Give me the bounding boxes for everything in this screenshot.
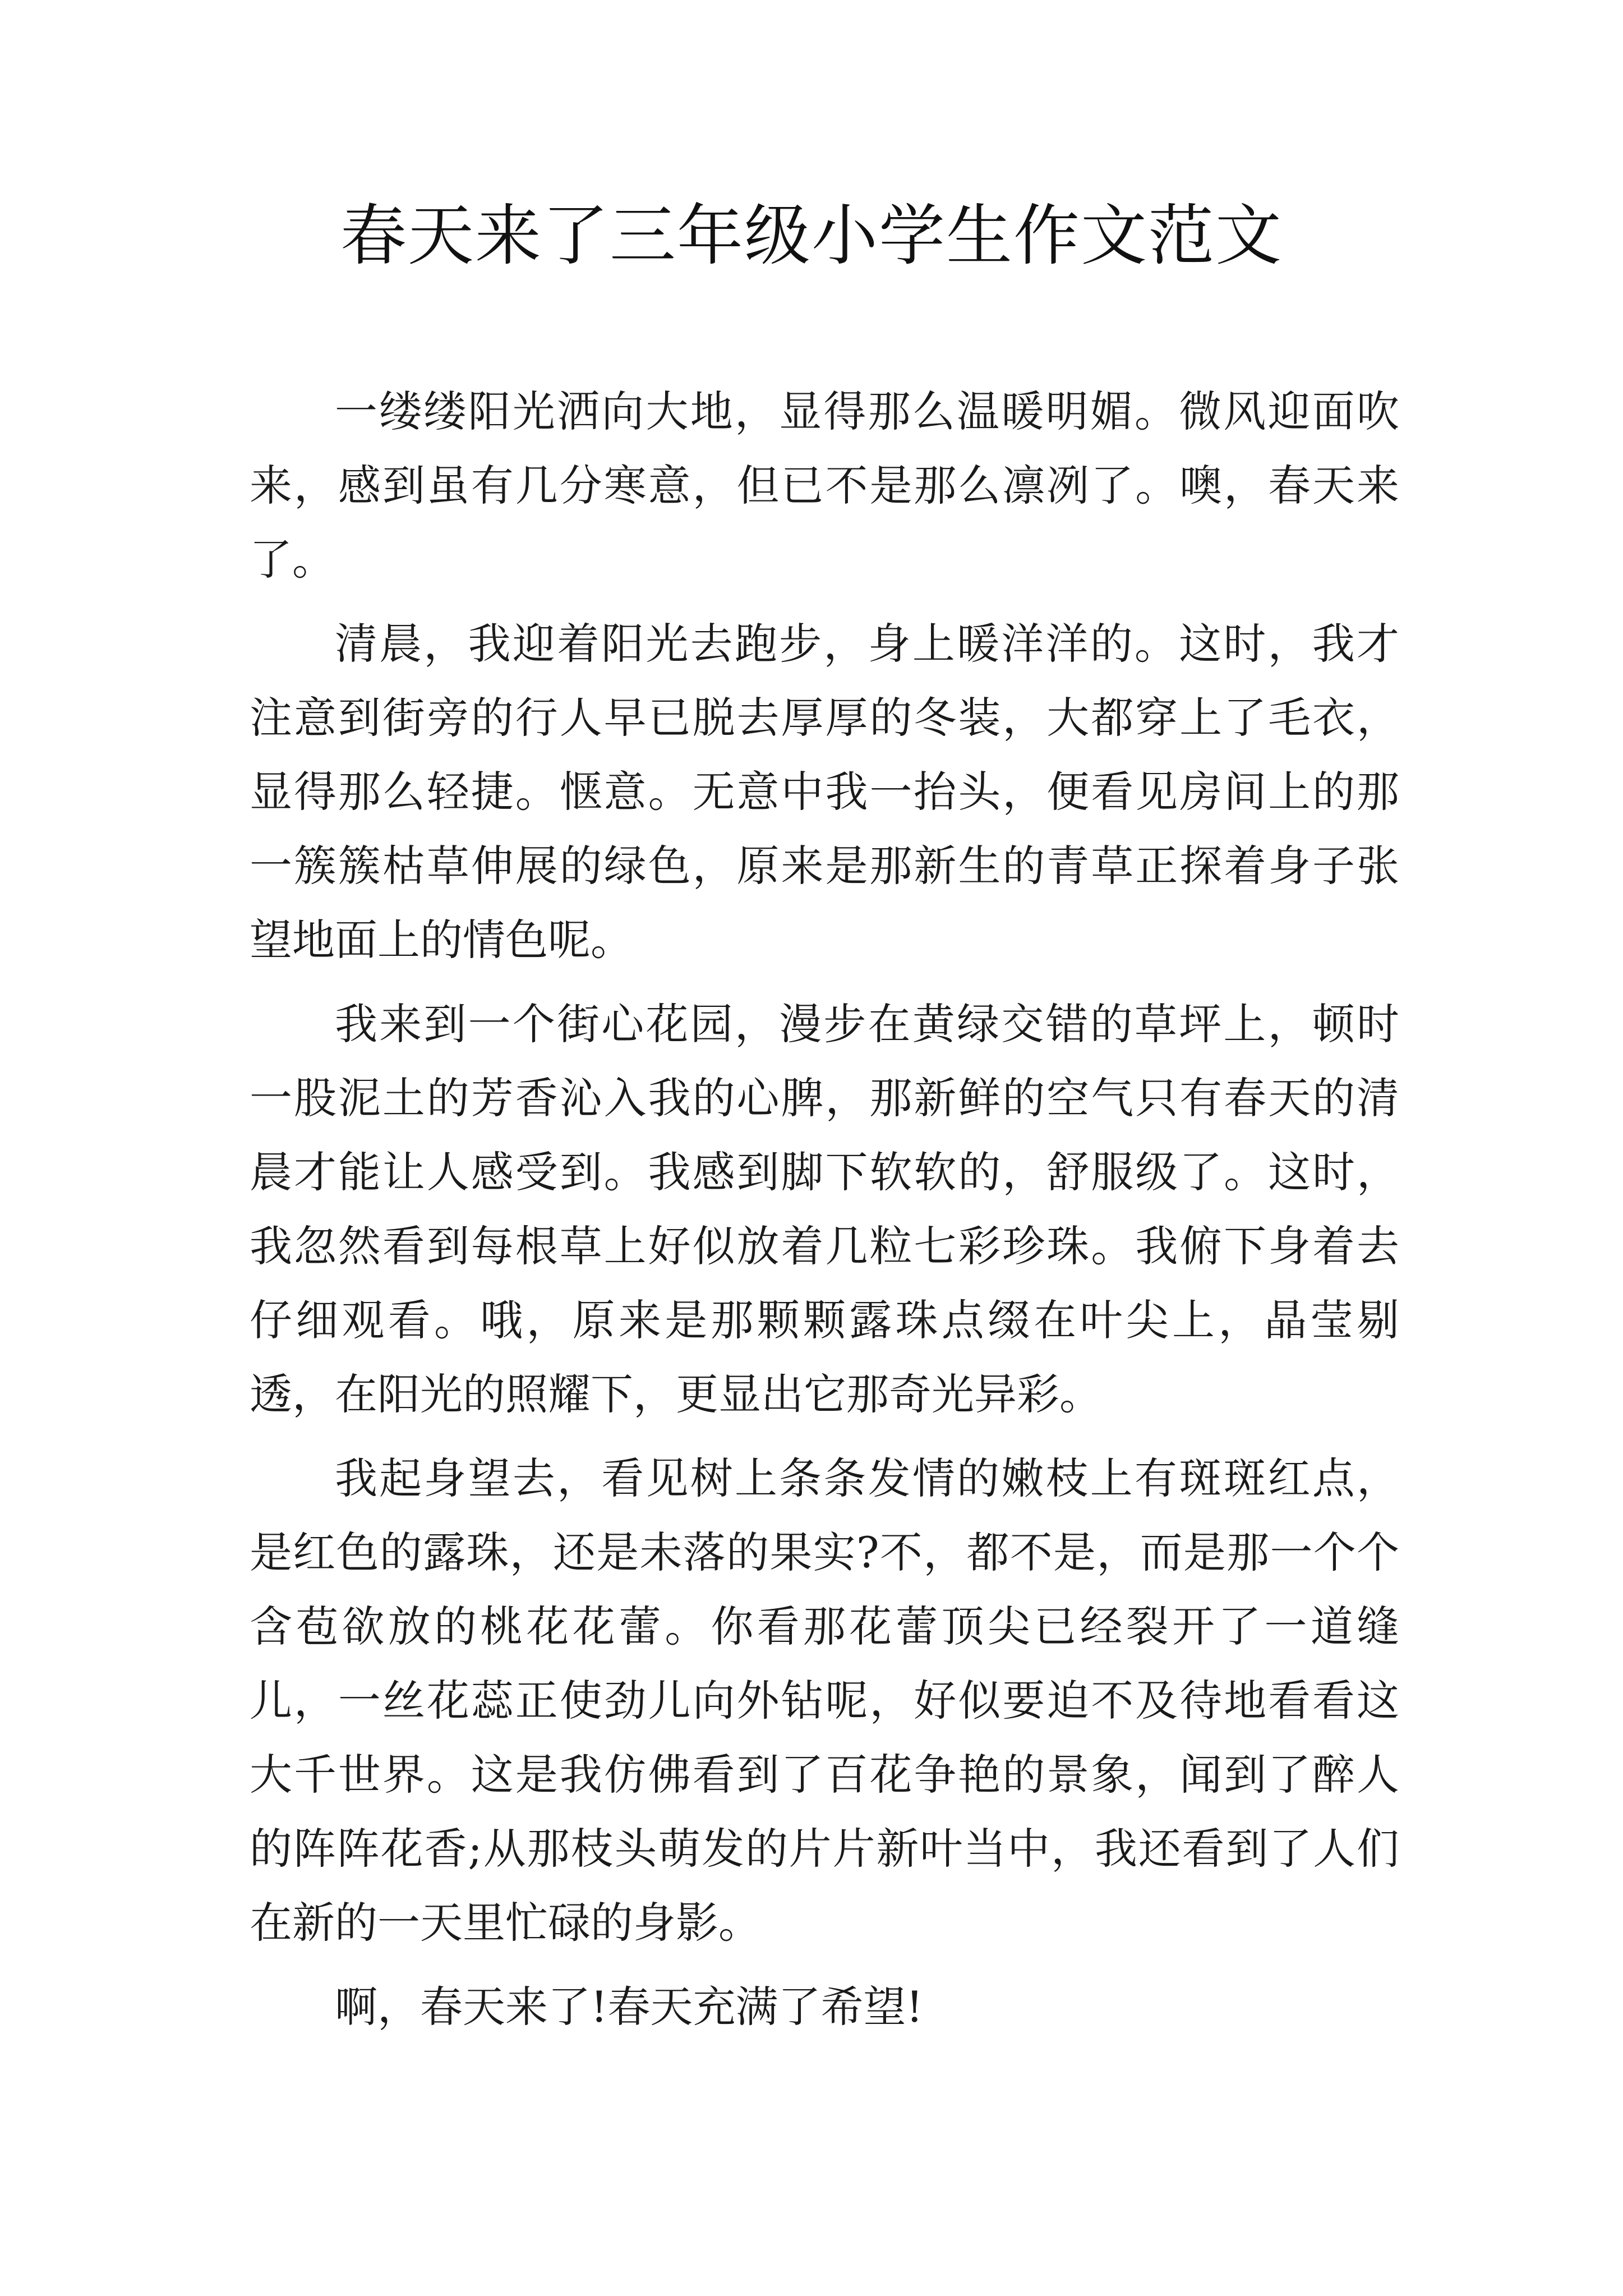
paragraph: 一缕缕阳光洒向大地，显得那么温暖明媚。微风迎面吹来，感到虽有几分寒意，但已不是那么凛冽了。噢，春天来了。 <box>250 386 1399 585</box>
document-title: 春天来了三年级小学生作文范文 <box>340 197 1283 274</box>
document-body <box>250 375 1399 2054</box>
paragraph: 啊，春天来了!春天充满了希望! <box>335 1982 924 2032</box>
paragraph: 我起身望去，看见树上条条发情的嫩枝上有斑斑红点，是红色的露珠，还是未落的果实?不，都不是，而是那一个个含苞欲放的桃花花蕾。你看那花蕾顶尖已经裂开了一道缝儿，一丝花蕊正使劲儿向外钻呢，好似要迫不及待地看看这大千世界。这是我仿佛看到了百花争艳的景象，闻到了醉人的阵阵花香;从那枝头萌发的片片新叶当中，我还看到了人们在新的一天里忙碌的身影。 <box>250 1453 1399 1948</box>
paragraph: 清晨，我迎着阳光去跑步，身上暖洋洋的。这时，我才注意到街旁的行人早已脱去厚厚的冬装，大都穿上了毛衣，显得那么轻捷。惬意。无意中我一抬头，便看见房间上的那一簇簇枯草伸展的绿色，原来是那新生的青草正探着身子张望地面上的情色呢。 <box>250 619 1399 965</box>
paragraph: 我来到一个街心花园，漫步在黄绿交错的草坪上，顿时一股泥土的芳香沁入我的心脾，那新鲜的空气只有春天的清晨才能让人感受到。我感到脚下软软的，舒服级了。这时，我忽然看到每根草上好似放着几粒七彩珍珠。我俯下身着去仔细观看。哦，原来是那颗颗露珠点缀在叶尖上，晶莹剔透，在阳光的照耀下，更显出它那奇光异彩。 <box>250 999 1399 1419</box>
